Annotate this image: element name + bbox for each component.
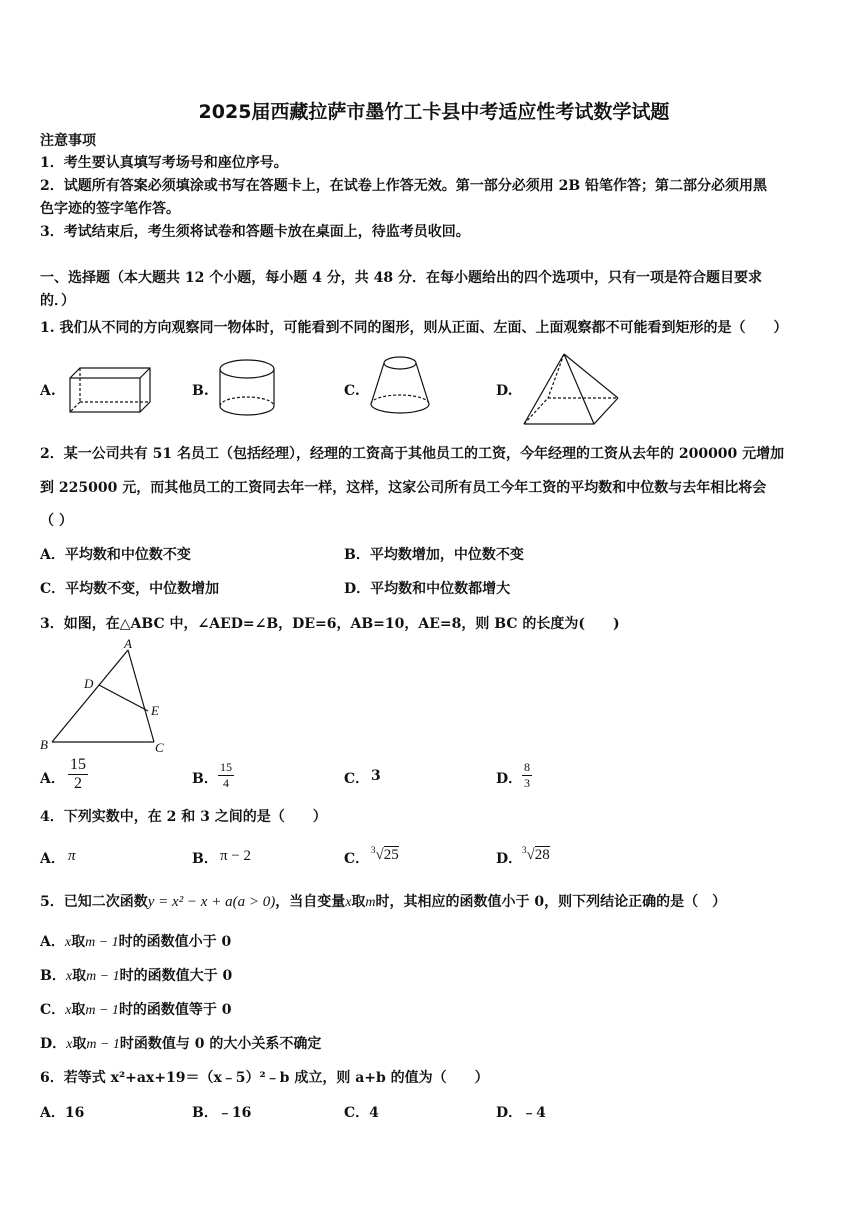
q2-option-a: A．平均数和中位数不变 bbox=[40, 547, 191, 563]
q3-option-b-fraction: $\frac{15}{4}$ bbox=[220, 760, 232, 790]
q3-point-e-label: E bbox=[151, 703, 159, 718]
q2-stem-line2: 到 225000 元，而其他员工的工资同去年一样，这样，这家公司所有员工今年工资的平均数和中位数与去年相比将会 bbox=[40, 480, 767, 496]
q6-option-b: B．﹣16 bbox=[192, 1105, 252, 1121]
notice-item-1: 1．考生要认真填写考场号和座位序号。 bbox=[40, 155, 288, 171]
q6-option-a: A．16 bbox=[40, 1105, 85, 1121]
q1-option-a-label: A. bbox=[40, 383, 56, 399]
q4-option-d-radical: $^3$√28 bbox=[522, 845, 550, 863]
notice-heading: 注意事项 bbox=[40, 133, 96, 149]
q3-option-d-fraction: $\frac{8}{3}$ bbox=[524, 760, 530, 790]
q6-option-c: C．4 bbox=[344, 1105, 379, 1121]
q1-frustum-figure bbox=[368, 354, 434, 420]
q1-option-d-label: D. bbox=[496, 383, 513, 399]
q3-option-a-label: A． bbox=[40, 771, 65, 787]
q5-stem: 5．已知二次函数y = x² − x + a(a > 0)，当自变量x取m时，其相应的函数值小于 0，则下列结论正确的是（ ） bbox=[40, 894, 727, 910]
q3-point-d-label: D bbox=[84, 676, 94, 691]
q3-point-c-label: C bbox=[155, 740, 164, 755]
q3-option-c-value: 3 bbox=[371, 768, 381, 784]
q6-stem: 6．若等式 x²+ax+19＝（x﹣5）²﹣b 成立，则 a+b 的值为（ ） bbox=[40, 1070, 489, 1086]
notice-item-2-cont: 色字迹的签字笔作答。 bbox=[40, 201, 180, 217]
q3-triangle-diagram bbox=[40, 638, 180, 758]
q6-option-d: D．﹣4 bbox=[496, 1105, 546, 1121]
q4-option-d-label: D． bbox=[496, 851, 523, 867]
q1-option-b-label: B. bbox=[192, 383, 209, 399]
q1-cylinder-figure bbox=[218, 358, 278, 420]
q2-option-d: D．平均数和中位数都增大 bbox=[344, 581, 511, 597]
q4-option-b-label: B． bbox=[192, 851, 218, 867]
section-heading-line2: 的．） bbox=[40, 293, 75, 309]
q1-square-pyramid-figure bbox=[520, 352, 622, 428]
q2-stem-line3: （ ） bbox=[40, 513, 73, 529]
notice-item-2: 2．试题所有答案必须填涂或书写在答题卡上，在试卷上作答无效。第一部分必须用 2B 铅笔作答；第二部分必须用黑 bbox=[40, 178, 768, 194]
q5-option-b: B．x取m − 1时的函数值大于 0 bbox=[40, 968, 233, 984]
q5-option-a: A．x取m − 1时的函数值小于 0 bbox=[40, 934, 232, 950]
q3-option-a-fraction: $\frac{15}{2}$ bbox=[70, 756, 86, 792]
q1-rectangular-prism-figure bbox=[66, 366, 156, 416]
section-heading-line1: 一、选择题（本大题共 12 个小题，每小题 4 分，共 48 分．在每小题给出的四个选项中，只有一项是符合题目要求 bbox=[40, 270, 762, 286]
q3-point-b-label: B bbox=[40, 737, 48, 752]
q1-option-c-label: C. bbox=[344, 383, 360, 399]
q3-option-c-label: C． bbox=[344, 771, 370, 787]
q4-option-a-value: π bbox=[68, 848, 76, 864]
q5-option-d: D．x取m − 1时函数值与 0 的大小关系不确定 bbox=[40, 1036, 322, 1052]
q3-option-d-label: D． bbox=[496, 771, 523, 787]
q4-option-b-value: π − 2 bbox=[220, 848, 252, 864]
q4-option-a-label: A． bbox=[40, 851, 65, 867]
q2-stem-line1: 2．某一公司共有 51 名员工（包括经理），经理的工资高于其他员工的工资，今年经理的工资从去年的 200000 元增加 bbox=[40, 446, 785, 462]
q4-stem: 4．下列实数中，在 2 和 3 之间的是（ ） bbox=[40, 809, 327, 825]
q4-option-c-label: C． bbox=[344, 851, 370, 867]
q3-point-a-label: A bbox=[124, 636, 132, 651]
q5-option-c: C．x取m − 1时的函数值等于 0 bbox=[40, 1002, 232, 1018]
q1-stem: 1. 我们从不同的方向观察同一物体时，可能看到不同的图形，则从正面、左面、上面观察都不可能看到矩形的是（ ） bbox=[40, 320, 788, 336]
notice-item-3: 3．考试结束后，考生须将试卷和答题卡放在桌面上，待监考员收回。 bbox=[40, 224, 470, 240]
q4-option-c-radical: $^3$√25 bbox=[371, 845, 399, 863]
q2-option-b: B．平均数增加，中位数不变 bbox=[344, 547, 524, 563]
q3-stem: 3．如图，在△ABC 中，∠AED=∠B，DE=6，AB=10，AE=8，则 BC 的长度为( ) bbox=[40, 616, 620, 632]
q3-option-b-label: B． bbox=[192, 771, 218, 787]
q2-option-c: C．平均数不变，中位数增加 bbox=[40, 581, 220, 597]
page-title: 2025届西藏拉萨市墨竹工卡县中考适应性考试数学试题 bbox=[198, 101, 670, 123]
